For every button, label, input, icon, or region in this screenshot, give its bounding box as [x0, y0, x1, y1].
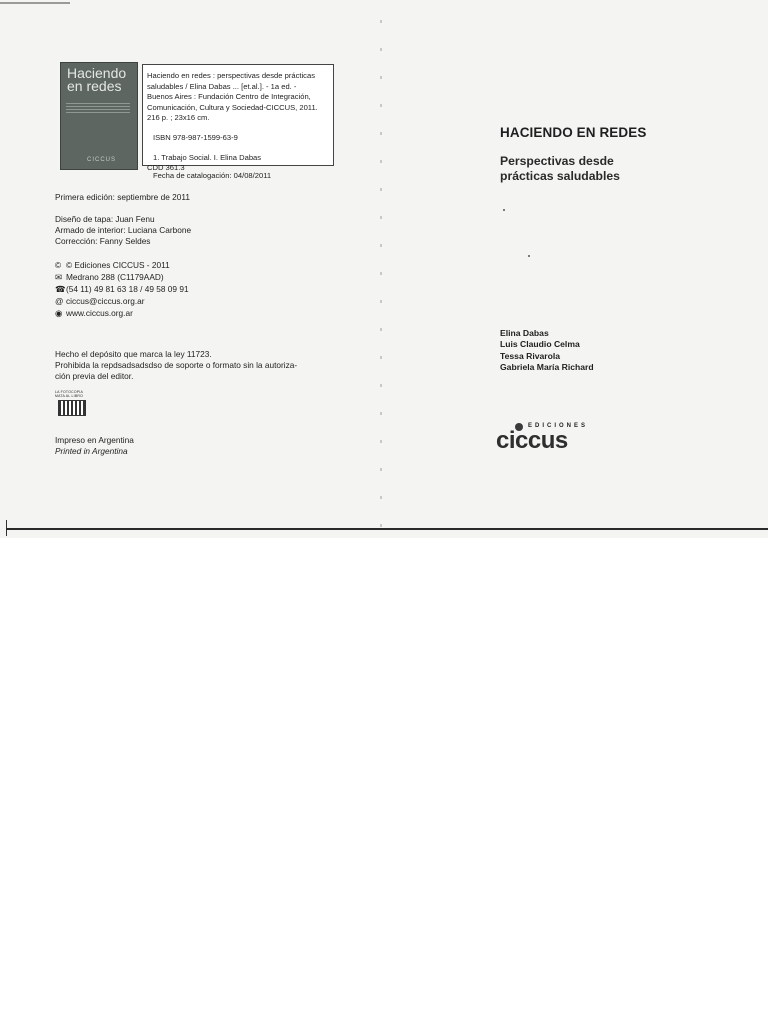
book-subtitle: Perspectivas desde prácticas saludables: [500, 154, 620, 183]
author-name: Luis Claudio Celma: [500, 339, 580, 350]
cover-publisher: CICCUS: [87, 157, 117, 163]
catalog-line: Comunicación, Cultura y Sociedad-CICCUS, 2011.: [147, 102, 318, 112]
publisher-label: EDICIONES: [528, 423, 589, 429]
printed-in-en: Printed in Argentina: [55, 446, 128, 456]
copyright-icon: ©: [55, 260, 62, 270]
publisher-logo: [496, 420, 596, 456]
legal-deposit: Hecho el depósito que marca la ley 11723.: [55, 349, 212, 359]
author-name: Gabriela María Richard: [500, 362, 594, 373]
author-name: Tessa Rivarola: [500, 350, 561, 361]
catalog-card: [142, 64, 334, 173]
edition-info: Primera edición: septiembre de 2011: [55, 192, 190, 202]
scan-speck: [528, 255, 530, 257]
phone-icon: ☎: [55, 284, 66, 294]
globe-icon: ◉: [55, 308, 63, 318]
at-icon: @: [55, 296, 64, 306]
catalog-subject: 1. Trabajo Social. I. Elina Dabas: [153, 152, 262, 162]
catalog-line: saludables / Elina Dabas ... [et.al.]. - 1a ed. -: [147, 81, 297, 91]
printed-in-es: Impreso en Argentina: [55, 435, 134, 445]
page-spine: [380, 20, 382, 530]
cover-design-credit: Diseño de tapa: Juan Fenu: [55, 214, 155, 224]
book-title: HACIENDO EN REDES: [500, 125, 647, 140]
fotocopia-logo: LA FOTOCOPIA MATA AL LIBRO: [55, 390, 87, 416]
legal-prohibition-cont: ción previa del editor.: [55, 371, 134, 381]
cover-thumbnail: [60, 62, 138, 170]
envelope-icon: ✉: [55, 272, 62, 282]
phone-line: ☎(54 11) 49 81 63 18 / 49 58 09 91: [55, 284, 189, 294]
web-line: ◉ www.ciccus.org.ar: [55, 308, 133, 318]
catalog-line: 216 p. ; 23x16 cm.: [147, 113, 210, 123]
legal-prohibition: Prohibida la repdsadsadsdso de soporte o formato sin la autoriza-: [55, 360, 298, 370]
layout-credit: Armado de interior: Luciana Carbone: [55, 225, 192, 235]
catalog-date: Fecha de catalogación: 04/08/2011: [153, 171, 272, 180]
cover-title: Haciendo en redes: [67, 65, 127, 94]
scan-speck: [503, 209, 505, 211]
catalog-line: Haciendo en redes : perspectivas desde prácticas: [147, 71, 316, 80]
address-line: ✉ Medrano 288 (C1179AAD): [55, 272, 164, 282]
author-name: Elina Dabas: [500, 328, 549, 338]
isbn: ISBN 978-987-1599-63-9: [153, 132, 238, 142]
page-bottom-edge: [6, 528, 768, 530]
cover-subtitle-lines: [66, 103, 130, 113]
catalog-cdd: CDD 361.3: [147, 163, 185, 173]
copyright-line: © © Ediciones CICCUS - 2011: [55, 260, 170, 270]
catalog-line: Buenos Aires : Fundación Centro de Integración,: [147, 92, 311, 102]
book-icon: [58, 400, 86, 416]
proofreading-credit: Corrección: Fanny Seldes: [55, 236, 151, 246]
email-line: @ ciccus@ciccus.org.ar: [55, 296, 145, 306]
publisher-name: ciccus: [496, 427, 568, 454]
author-list: [500, 328, 594, 374]
scan-artifact-line: [0, 2, 70, 4]
